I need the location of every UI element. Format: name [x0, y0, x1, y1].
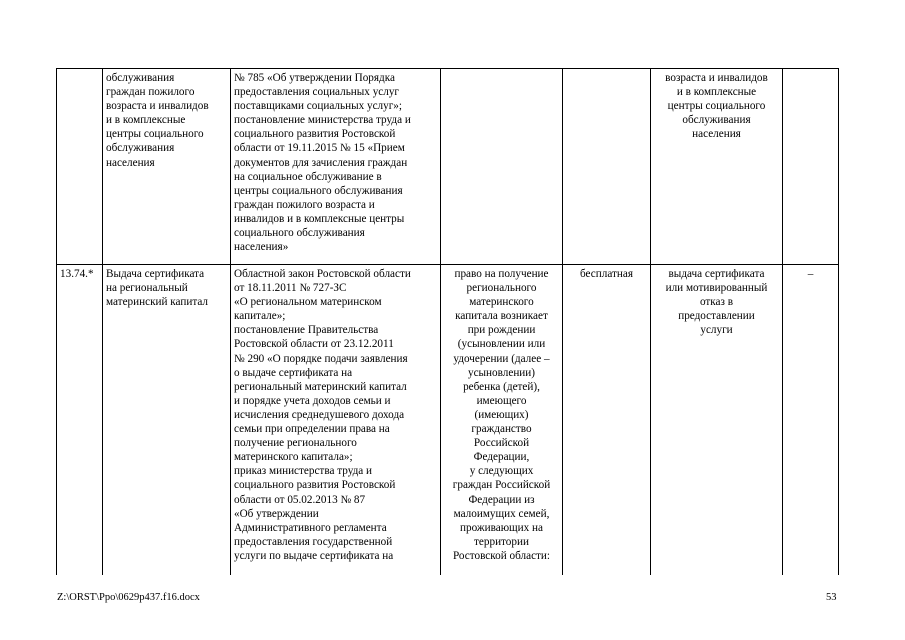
cell-line: № 785 «Об утверждении Порядка [234, 72, 395, 84]
cell-line: Ростовской области от 23.12.2011 [234, 338, 394, 351]
cell-line: приказ министерства труда и [234, 465, 373, 478]
cell-line: возраста и инвалидов [665, 72, 768, 84]
cell-line: центры социального [667, 100, 766, 113]
cell-line: имеющего [476, 394, 527, 407]
cell-line: «О региональном материнском [234, 296, 382, 309]
cell-text: – [807, 268, 814, 280]
cell-line: (имеющих) [474, 408, 529, 421]
cell-line: предоставлении [678, 310, 755, 323]
cell-line: на социальное обслуживание в [234, 170, 382, 183]
cell-line: обслуживания [106, 142, 175, 155]
cell-line: граждан пожилого [106, 86, 195, 99]
cell-line: материнский капитал [106, 296, 209, 309]
cell-line: при рождении [467, 324, 536, 337]
cell-line: граждан пожилого возраста и [234, 198, 375, 211]
cell-service-name [103, 265, 231, 576]
cell-line: центры социального обслуживания [234, 184, 403, 197]
cell-line: ребенка (детей), [463, 380, 540, 393]
cell-line: удочерении (далее – [453, 352, 550, 365]
cell-line: право на получение [454, 268, 549, 280]
cell-line: получение регионального [234, 437, 357, 450]
cell-notes [783, 69, 839, 265]
cell-line: постановление Правительства [234, 324, 379, 337]
cell-line: территории [474, 535, 529, 548]
cell-line: Федерации из [468, 493, 535, 506]
cell-line: или мотивированный [665, 282, 768, 295]
page-number: 53 [826, 592, 837, 603]
cell-line: у следующих [469, 465, 534, 478]
cell-text: бесплатная [580, 268, 633, 280]
cell-recipients [441, 265, 563, 576]
cell-line: и порядке учета доходов семьи и [234, 394, 391, 407]
cell-line: проживающих на [459, 521, 543, 534]
cell-line: поставщиками социальных услуг»; [234, 100, 402, 113]
cell-service-name [103, 69, 231, 265]
cell-line: социального развития Ростовской [234, 128, 396, 141]
cell-line: малоимущих семей, [453, 507, 550, 520]
cell-line: от 18.11.2011 № 727-ЗС [234, 282, 347, 295]
cell-line: Выдача сертификата [106, 268, 205, 280]
table-row [57, 265, 839, 576]
cell-line: области от 05.02.2013 № 87 [234, 493, 366, 506]
cell-line: постановление министерства труда и [234, 114, 411, 127]
cell-line: услуги по выдаче сертификата на [234, 549, 394, 562]
cell-line: документов для зачисления граждан [234, 156, 408, 169]
cell-line: отказ в [699, 296, 734, 309]
cell-line: населения [692, 128, 741, 141]
cell-line: инвалидов и в комплексные центры [234, 212, 405, 225]
cell-line: области от 19.11.2015 № 15 «Прием [234, 142, 405, 155]
cell-line: материнского [469, 296, 534, 309]
cell-line: Административного регламента [234, 521, 387, 534]
cell-line: и в комплексные [106, 114, 186, 127]
cell-line: на региональный [106, 282, 188, 295]
services-table [56, 68, 839, 575]
cell-result [651, 69, 783, 265]
cell-number [57, 69, 103, 265]
cell-line: услуги [700, 324, 733, 337]
cell-line: усыновлении) [467, 366, 536, 379]
cell-line: региональный материнский капитал [234, 380, 407, 393]
cell-text: 13.74.* [60, 268, 94, 280]
cell-line: регионального [466, 282, 537, 295]
cell-number [57, 265, 103, 576]
cell-fee [563, 265, 651, 576]
cell-line: № 290 «О порядке подачи заявления [234, 352, 408, 365]
table-row [57, 69, 839, 265]
cell-line: капитала возникает [455, 310, 548, 323]
footer-file-path: Z:\ORST\Ppo\0629p437.f16.docx [57, 592, 200, 603]
cell-line: исчисления среднедушевого дохода [234, 408, 405, 421]
cell-line: Ростовской области: [452, 549, 551, 562]
cell-line: населения [106, 156, 155, 169]
cell-line: центры социального [106, 128, 204, 141]
cell-legal-basis [231, 69, 441, 265]
cell-line: (усыновлении или [457, 338, 546, 351]
cell-line: и в комплексные [676, 86, 757, 99]
cell-line: материнского капитала»; [234, 451, 353, 464]
cell-line: гражданство [471, 423, 532, 436]
cell-line: «Об утверждении [234, 507, 319, 520]
cell-line: возраста и инвалидов [106, 100, 209, 113]
cell-recipients [441, 69, 563, 265]
cell-line: социального развития Ростовской [234, 479, 396, 492]
cell-line: Федерации, [473, 451, 530, 464]
cell-line: предоставления государственной [234, 535, 393, 548]
cell-result [651, 265, 783, 576]
cell-line: семьи при определении права на [234, 423, 390, 436]
cell-line: граждан Российской [452, 479, 551, 492]
cell-line: о выдаче сертификата на [234, 366, 353, 379]
cell-fee [563, 69, 651, 265]
cell-line: предоставления социальных услуг [234, 86, 400, 99]
cell-notes [783, 265, 839, 576]
cell-legal-basis [231, 265, 441, 576]
cell-line: Российской [473, 437, 530, 450]
cell-line: социального обслуживания [234, 227, 365, 240]
cell-line: выдача сертификата [668, 268, 765, 280]
cell-line: Областной закон Ростовской области [234, 268, 411, 280]
cell-line: населения» [234, 241, 289, 254]
cell-line: обслуживания [682, 114, 751, 127]
cell-line: обслуживания [106, 72, 175, 84]
cell-line: капитале»; [234, 310, 286, 323]
